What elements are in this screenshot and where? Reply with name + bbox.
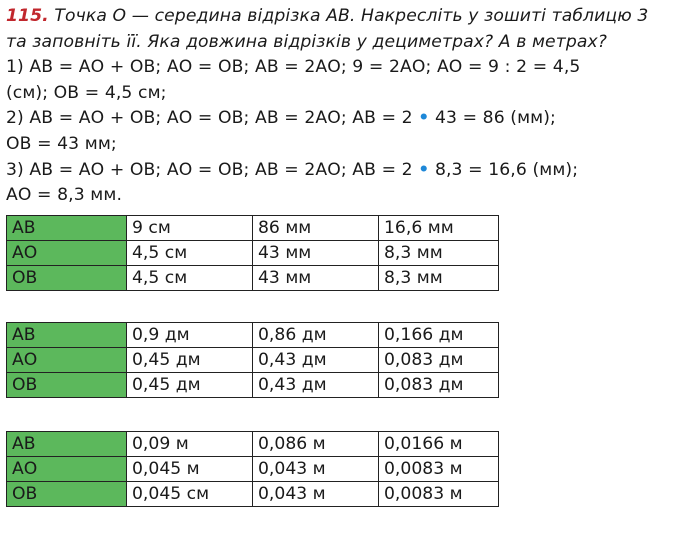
table-cell: 0,045 м <box>127 457 253 482</box>
problem-text-block <box>6 4 692 209</box>
table-cell: 0,045 см <box>127 482 253 507</box>
table-cell: 0,166 дм <box>379 323 499 348</box>
row-label-cell: АВ <box>7 432 127 457</box>
table-cell: 0,86 дм <box>253 323 379 348</box>
row-label-cell: ОВ <box>7 482 127 507</box>
table-cell: 0,45 дм <box>127 373 253 398</box>
table-cell: 9 см <box>127 216 253 241</box>
problem-statement-line-2 <box>6 30 692 56</box>
table-row <box>7 348 499 373</box>
problem-statement-part-1: Точка О — середина відрізка АВ. Накресліть у зошиті таблицю 3 <box>54 6 649 26</box>
answer-table-metres <box>6 431 499 507</box>
table-cell: 0,0166 м <box>379 432 499 457</box>
table-cell: 0,043 м <box>253 482 379 507</box>
table-cell: 43 мм <box>253 241 379 266</box>
problem-statement-part-2: та заповніть її. Яка довжина відрізків у дециметрах? А в метрах? <box>6 31 607 52</box>
answer-table-original-units <box>6 215 499 291</box>
solution-step-2-text-b: 43 = 86 (мм); <box>429 108 556 129</box>
table-cell: 43 мм <box>253 266 379 291</box>
solution-step-3-text-b: 8,3 = 16,6 (мм); <box>429 159 579 180</box>
solution-step-2-cont: ОВ = 43 мм; <box>6 133 117 154</box>
solution-step-1-text: 1) АВ = АО + ОВ; АО = ОВ; АВ = 2АО; 9 = 2АО; АО = 9 : 2 = 4,5 <box>6 57 581 78</box>
table-cell: 0,083 дм <box>379 348 499 373</box>
solution-step-2-text-a: 2) АВ = АО + ОВ; АО = ОВ; АВ = 2АО; АВ = 2 <box>6 108 419 129</box>
solution-step-3-cont: АО = 8,3 мм. <box>6 185 123 206</box>
table-row <box>7 216 499 241</box>
solution-step-1-cont: (см); ОВ = 4,5 см; <box>6 82 167 103</box>
problem-number: 115. <box>6 6 49 26</box>
table-row <box>7 323 499 348</box>
solution-line-1 <box>6 55 692 81</box>
solution-line-6 <box>6 183 692 209</box>
table-cell: 0,45 дм <box>127 348 253 373</box>
multiply-dot-icon: • <box>418 108 430 129</box>
table-cell: 86 мм <box>253 216 379 241</box>
table-row <box>7 482 499 507</box>
row-label-cell: АО <box>7 457 127 482</box>
table-cell: 0,09 м <box>127 432 253 457</box>
table-cell: 16,6 мм <box>379 216 499 241</box>
row-label-cell: АВ <box>7 216 127 241</box>
row-label-cell: АВ <box>7 323 127 348</box>
table-cell: 0,043 м <box>253 457 379 482</box>
table-cell: 0,083 дм <box>379 373 499 398</box>
solution-line-5 <box>6 158 692 184</box>
table-cell: 0,43 дм <box>253 348 379 373</box>
problem-statement-line-1 <box>6 4 692 30</box>
table-row <box>7 457 499 482</box>
table-cell: 0,086 м <box>253 432 379 457</box>
table-cell: 0,0083 м <box>379 482 499 507</box>
table-cell: 0,0083 м <box>379 457 499 482</box>
row-label-cell: АО <box>7 241 127 266</box>
table-row <box>7 432 499 457</box>
solution-line-2 <box>6 81 692 107</box>
solution-step-3-text-a: 3) АВ = АО + ОВ; АО = ОВ; АВ = 2АО; АВ = 2 <box>6 159 419 180</box>
table-cell: 0,43 дм <box>253 373 379 398</box>
solution-line-4 <box>6 132 692 158</box>
row-label-cell: ОВ <box>7 266 127 291</box>
table-cell: 4,5 см <box>127 241 253 266</box>
multiply-dot-icon: • <box>418 159 430 180</box>
table-cell: 0,9 дм <box>127 323 253 348</box>
table-row <box>7 373 499 398</box>
answer-table-decimetres <box>6 322 499 398</box>
table-row <box>7 266 499 291</box>
table-cell: 4,5 см <box>127 266 253 291</box>
table-row <box>7 241 499 266</box>
table-cell: 8,3 мм <box>379 241 499 266</box>
solution-line-3 <box>6 106 692 132</box>
row-label-cell: АО <box>7 348 127 373</box>
row-label-cell: ОВ <box>7 373 127 398</box>
table-cell: 8,3 мм <box>379 266 499 291</box>
